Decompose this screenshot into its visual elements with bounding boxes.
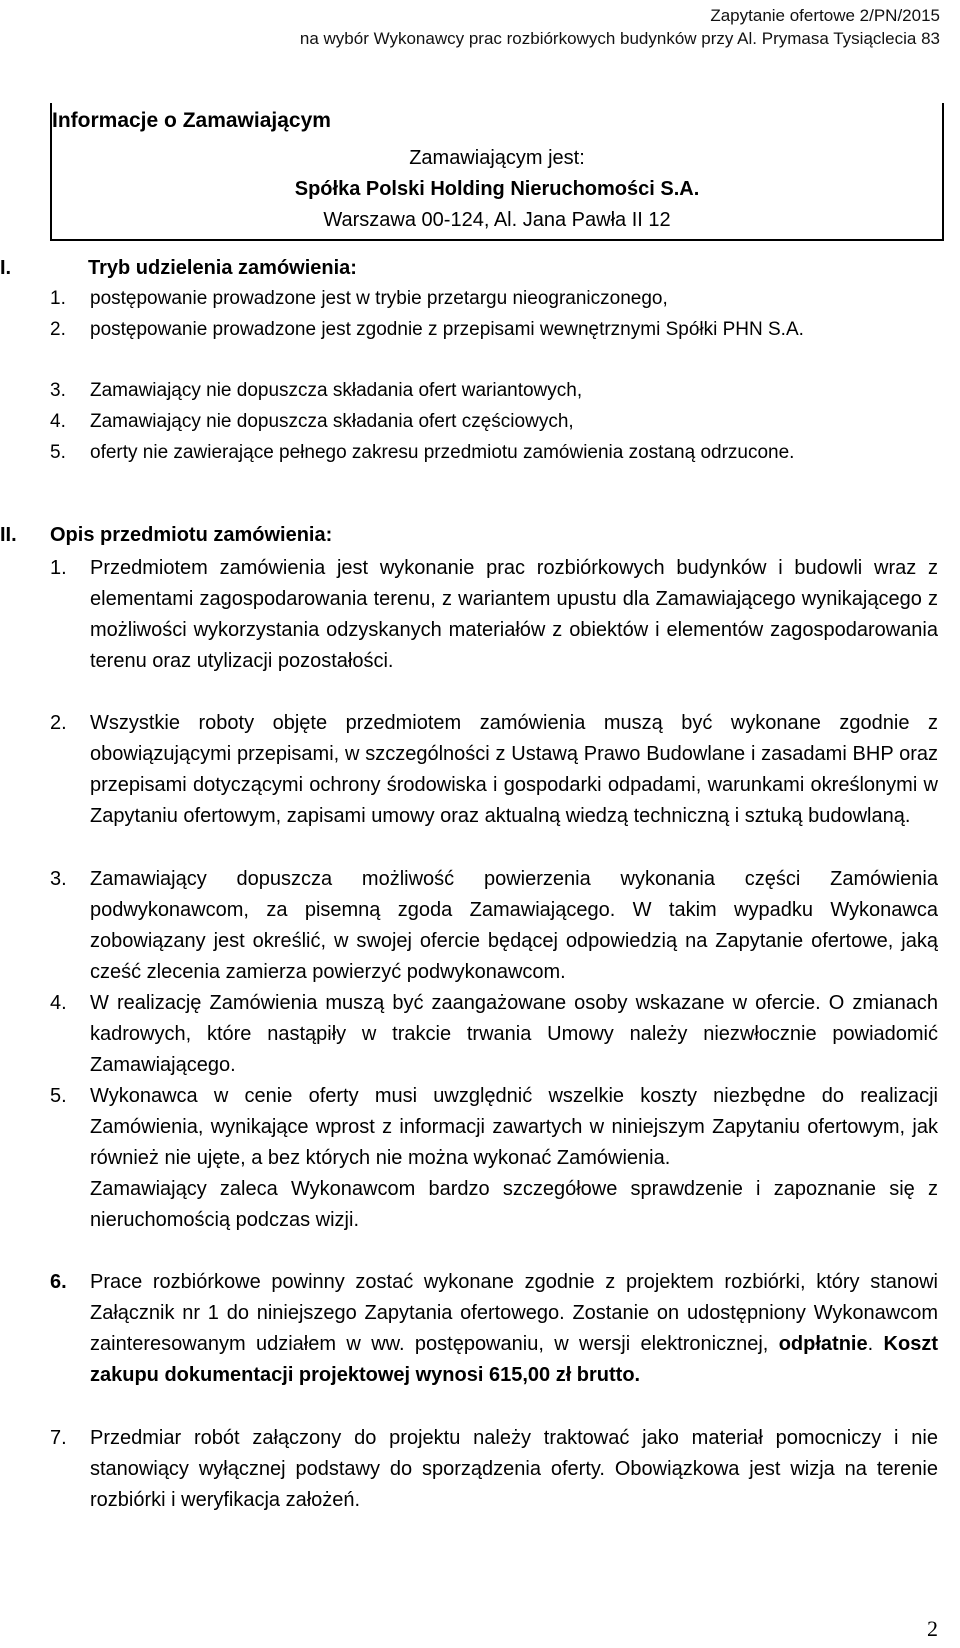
section-2-numeral: II. (0, 524, 17, 546)
info-line-1: Zamawiającym jest: (409, 147, 585, 169)
section-1-item (50, 283, 938, 314)
info-line-company: Spółka Polski Holding Nieruchomości S.A. (294, 178, 700, 200)
item-number: 1. (50, 557, 67, 579)
section-2-item (50, 864, 938, 988)
item-text-part: Prace rozbiórkowe powinny zostać wykonane zgodnie z projektem rozbiórki, który stanowi Załącznik nr 1 do niniejszego Zapytania ofertowego. Zostanie on udostępniony Wykonawcom zainteresowanym udziałem w ww. postępowaniu, w wersji elektronicznej, (90, 1271, 938, 1355)
section-2-item (50, 1423, 938, 1516)
item-text: Przedmiar robót załączony do projektu należy traktować jako materiał pomocniczy i nie stanowiący wyłącznej podstawy do sporządzenia oferty. Obowiązkowa jest wizja na terenie rozbiórki i weryfikacja założeń. (90, 1427, 938, 1511)
item-text: postępowanie prowadzone jest zgodnie z przepisami wewnętrznymi Spółki PHN S.A. (90, 319, 804, 340)
item-number: 6. (50, 1271, 67, 1293)
info-title: Informacje o Zamawiającym (52, 109, 331, 132)
section-2-item (50, 553, 938, 677)
page-number: 2 (927, 1616, 938, 1641)
item-number: 2. (50, 319, 66, 340)
item-number: 4. (50, 992, 67, 1014)
header-line-2: na wybór Wykonawcy prac rozbiórkowych budynków przy Al. Prymasa Tysiąclecia 83 (299, 29, 940, 48)
item-text: Zamawiający nie dopuszcza składania ofert częściowych, (90, 411, 574, 432)
info-lines (52, 143, 942, 236)
section-2-item (50, 988, 938, 1081)
item-extra-text: Zamawiający zaleca Wykonawcom bardzo szczegółowe sprawdzenie i zapoznanie się z nieruchomością podczas wizji. (90, 1178, 938, 1231)
section-2-item (50, 1267, 938, 1391)
item-text-part: . (867, 1333, 884, 1355)
item-text-bold: odpłatnie (778, 1333, 868, 1355)
section-1-numeral: I. (0, 257, 12, 279)
section-1-item (50, 375, 938, 406)
item-number: 5. (50, 1085, 67, 1107)
header-line-1: Zapytanie ofertowe 2/PN/2015 (710, 6, 940, 25)
item-text: Przedmiotem zamówienia jest wykonanie prac rozbiórkowych budynków i budowli wraz z elementami zagospodarowania terenu, z wariantem upustu dla Zamawiającego wynikającego z możliwości wykorzystania odzyskanych materiałów z obiektów i elementów zagospodarowania terenu oraz utylizacji pozostałości. (90, 557, 938, 672)
section-1-item (50, 314, 938, 345)
section-2-item (50, 708, 938, 832)
item-number: 3. (50, 868, 67, 890)
info-line-address: Warszawa 00-124, Al. Jana Pawła II 12 (323, 209, 671, 231)
item-number: 1. (50, 288, 66, 309)
section-2-title: Opis przedmiotu zamówienia: (50, 524, 333, 546)
section-1-item (50, 437, 938, 468)
item-text (90, 1267, 938, 1391)
section-1-item (50, 406, 938, 437)
item-number: 5. (50, 442, 66, 463)
contracting-authority-box (50, 103, 944, 241)
item-number: 4. (50, 411, 66, 432)
item-text: Zamawiający dopuszcza możliwość powierzenia wykonania części Zamówienia podwykonawcom, za pisemną zgoda Zamawiającego. W takim wypadku Wykonawca zobowiązany jest określić, w swojej ofercie będącej odpowiedzią na Zapytanie ofertowe, jaką cześć zlecenia zamierza powierzyć podwykonawcom. (90, 868, 938, 983)
item-text: Wykonawca w cenie oferty musi uwzględnić wszelkie koszty niezbędne do realizacji Zamówienia, wynikające wprost z informacji zawartych w niniejszym Zapytaniu ofertowym, jak również nie ujęte, a bez których nie można wykonać Zamówienia. (90, 1085, 938, 1169)
item-text: oferty nie zawierające pełnego zakresu przedmiotu zamówienia zostaną odrzucone. (90, 442, 795, 463)
item-text: postępowanie prowadzone jest w trybie przetargu nieograniczonego, (90, 288, 668, 309)
item-text: Wszystkie roboty objęte przedmiotem zamówienia muszą być wykonane zgodnie z obowiązującymi przepisami, w szczególności z Ustawą Prawo Budowlane i zasadami BHP oraz przepisami dotyczącymi ochrony środowiska i gospodarki odpadami, warunkami określonymi w Zapytaniu ofertowym, zapisami umowy oraz aktualną wiedzą techniczną i sztuką budowlaną. (90, 712, 938, 827)
document-header (300, 4, 940, 50)
item-number: 3. (50, 380, 66, 401)
item-number: 7. (50, 1427, 67, 1449)
section-2-item (50, 1081, 938, 1236)
section-1-title: Tryb udzielenia zamówienia: (88, 257, 357, 279)
item-text: W realizację Zamówienia muszą być zaangażowane osoby wskazane w ofercie. O zmianach kadrowych, które nastąpiły w trakcie trwania Umowy należy niezwłocznie powiadomić Zamawiającego. (90, 992, 938, 1076)
item-text-bold: Koszt zakupu dokumentacji projektowej wynosi 615,00 zł brutto. (90, 1333, 938, 1386)
item-text: Zamawiający nie dopuszcza składania ofert wariantowych, (90, 380, 583, 401)
item-number: 2. (50, 712, 67, 734)
